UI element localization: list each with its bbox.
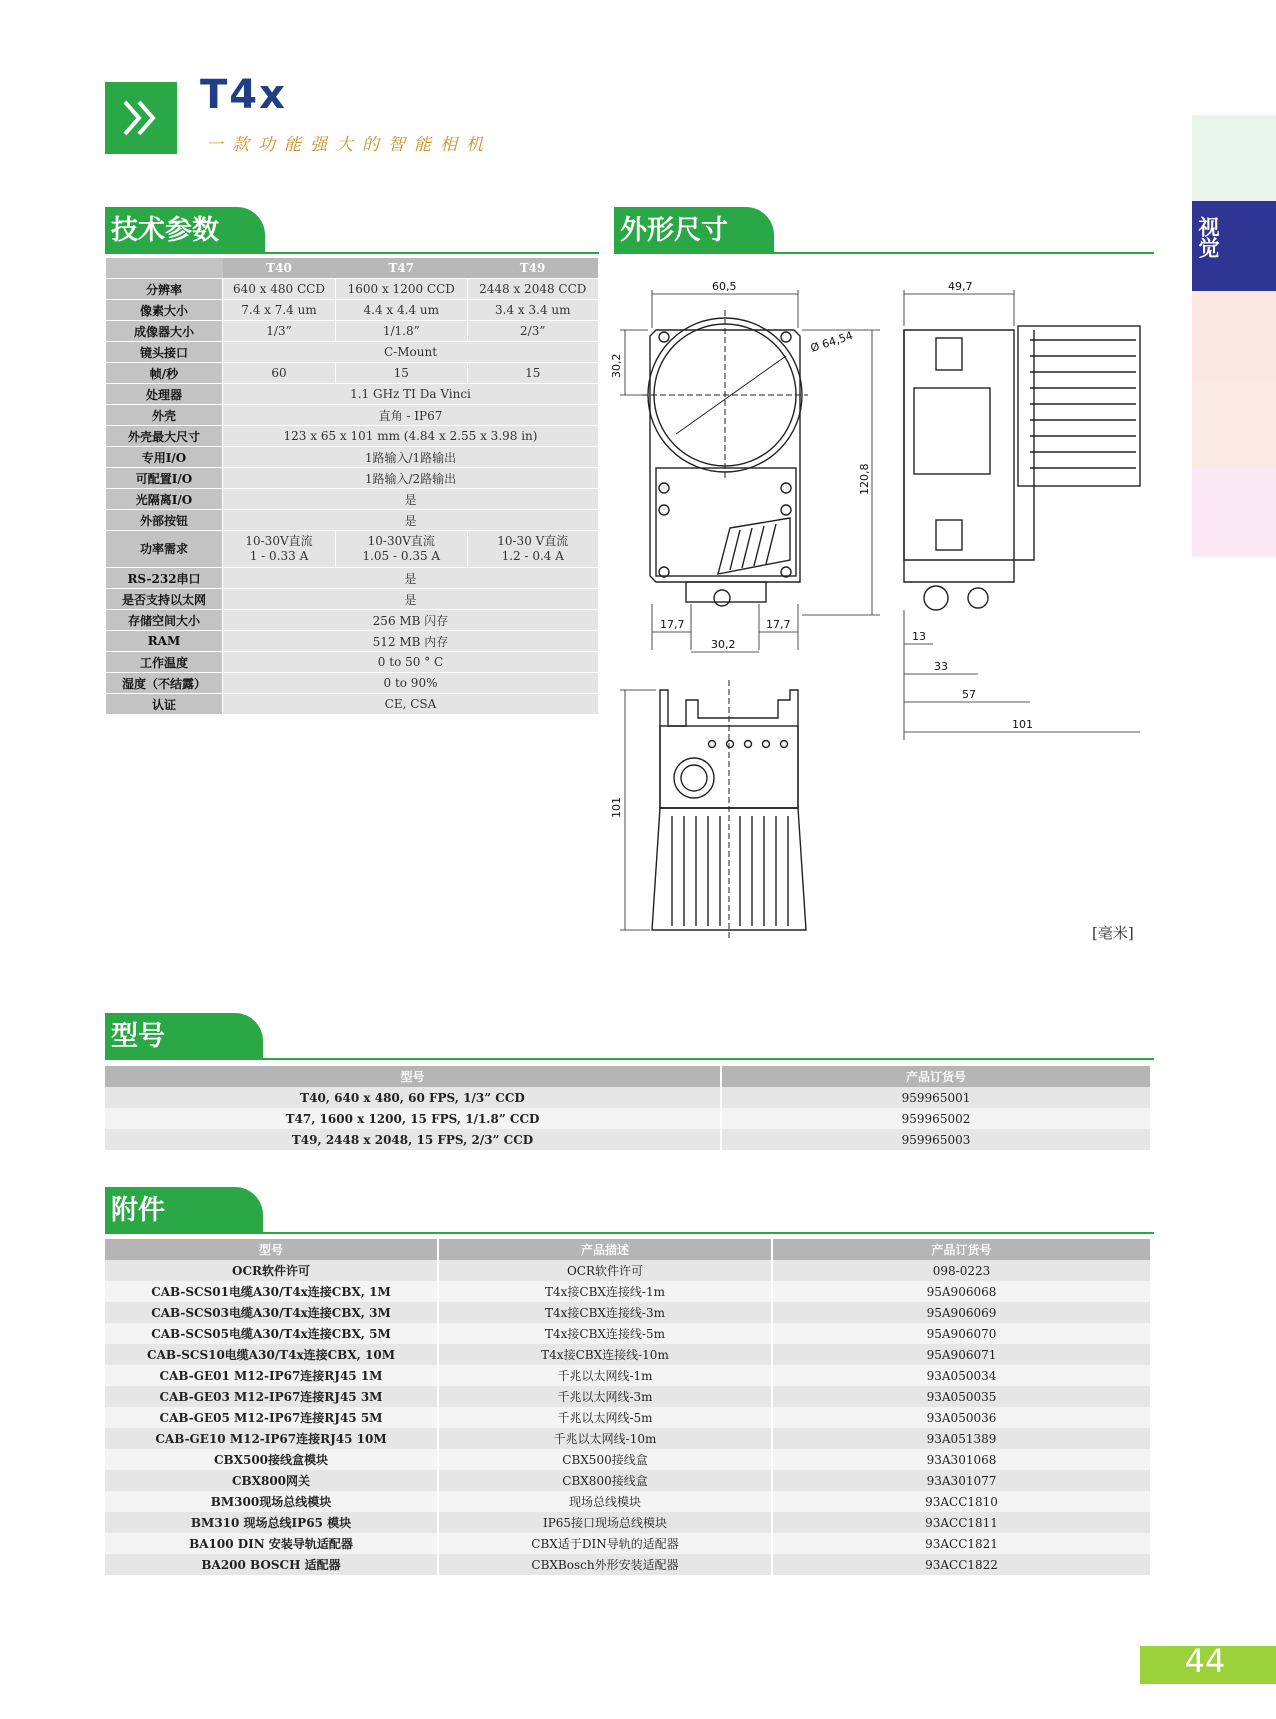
col-header: 产品描述 [438,1239,772,1260]
table-row: CAB-GE03 M12-IP67连接RJ45 3M 千兆以太网线-3m 93A050035 [105,1386,1150,1407]
spec-header-row [106,258,598,279]
page-number: 44 [1184,1642,1226,1680]
spec-row: 外壳最大尺寸 123 x 65 x 101 mm (4.84 x 2.55 x 3.98 in) [106,426,598,447]
spec-row: 外部按钮 是 [106,510,598,531]
spec-row: 是否支持以太网 是 [106,589,598,610]
table-row: CAB-SCS05电缆A30/T4x连接CBX, 5M T4x接CBX连接线-5m 95A906070 [105,1323,1150,1344]
spec-row: RAM 512 MB 内存 [106,631,598,652]
dim-side-33: 33 [934,660,948,673]
table-row: T47, 1600 x 1200, 15 FPS, 1/1.8” CCD 959965002 [105,1108,1150,1129]
table-row: BA200 BOSCH 适配器 CBXBosch外形安装适配器 93ACC1822 [105,1554,1150,1575]
unit-label: [毫米] [1092,924,1134,942]
section-accessories [105,1187,1154,1233]
spec-col-header: T47 [336,258,468,279]
spec-row: 像素大小 7.4 x 7.4 um 4.4 x 4.4 um 3.4 x 3.4 um [106,300,598,321]
table-row: BM300现场总线模块 现场总线模块 93ACC1810 [105,1491,1150,1512]
table-row: BA100 DIN 安装导轨适配器 CBX适于DIN导轨的适配器 93ACC1821 [105,1533,1150,1554]
dimension-drawing [606,280,1156,940]
table-row: CAB-GE05 M12-IP67连接RJ45 5M 千兆以太网线-5m 93A050036 [105,1407,1150,1428]
side-tab-3 [1192,291,1276,379]
spec-row: 光隔离I/O 是 [106,489,598,510]
dim-lens-diameter: Ø 64,54 [808,328,855,355]
side-tab-4 [1192,379,1276,467]
dim-side-101: 101 [1012,718,1033,731]
spec-row: 处理器 1.1 GHz TI Da Vinci [106,384,598,405]
dim-bottom-center: 30,2 [711,638,736,651]
table-row: CAB-SCS03电缆A30/T4x连接CBX, 3M T4x接CBX连接线-3m 95A906069 [105,1302,1150,1323]
table-row: CAB-SCS10电缆A30/T4x连接CBX, 10M T4x接CBX连接线-10m 95A906071 [105,1344,1150,1365]
section-title: 技术参数 [105,207,265,253]
dim-side-width: 49,7 [948,280,973,293]
dim-height: 120,8 [858,463,871,495]
spec-row: 镜头接口 C-Mount [106,342,598,363]
table-row: CAB-GE01 M12-IP67连接RJ45 1M 千兆以太网线-1m 93A050034 [105,1365,1150,1386]
spec-row: 认证 CE, CSA [106,694,598,715]
page-subtitle: 一款功能强大的智能相机 [206,135,492,155]
section-specs [105,207,599,253]
section-dimensions [614,207,1154,253]
col-header: 型号 [105,1066,721,1087]
section-rule [105,1058,1154,1060]
table-row: T40, 640 x 480, 60 FPS, 1/3” CCD 959965001 [105,1087,1150,1108]
dim-bottom-right: 17,7 [766,618,791,631]
table-row: BM310 现场总线IP65 模块 IP65接口现场总线模块 93ACC1811 [105,1512,1150,1533]
table-row: T49, 2448 x 2048, 15 FPS, 2/3” CCD 959965003 [105,1129,1150,1150]
accessories-table [105,1239,1150,1575]
models-table [105,1066,1150,1150]
table-row: CBX800网关 CBX800接线盒 93A301077 [105,1470,1150,1491]
table-row: CBX500接线盒模块 CBX500接线盒 93A301068 [105,1449,1150,1470]
spec-row: 存储空间大小 256 MB 闪存 [106,610,598,631]
page-title: T4x [200,72,287,118]
section-title: 外形尺寸 [614,207,774,253]
dim-side-13: 13 [912,630,926,643]
spec-row: 湿度（不结露） 0 to 90% [106,673,598,694]
logo-badge [105,82,177,154]
spec-row: 功率需求 10-30V直流 1 - 0.33 A 10-30V直流 1.05 - 0.35 A 10-30 V直流 1.2 - 0.4 A [106,531,598,568]
section-rule [614,252,1154,254]
spec-row: 外壳 直角 - IP67 [106,405,598,426]
spec-row: 工作温度 0 to 50 ° C [106,652,598,673]
dim-front-width: 60,5 [712,280,737,293]
table-row: CAB-GE10 M12-IP67连接RJ45 10M 千兆以太网线-10m 93A051389 [105,1428,1150,1449]
col-header: 型号 [105,1239,438,1260]
spec-table [106,258,598,715]
spec-row: 分辨率 640 x 480 CCD 1600 x 1200 CCD 2448 x 2048 CCD [106,279,598,300]
dim-side-57: 57 [962,688,976,701]
spec-row: RS-232串口 是 [106,568,598,589]
dim-top-offset: 30,2 [610,353,623,378]
table-header-row [105,1066,1150,1087]
table-row: CAB-SCS01电缆A30/T4x连接CBX, 1M T4x接CBX连接线-1m 95A906068 [105,1281,1150,1302]
spec-col-header: T49 [467,258,598,279]
col-header: 产品订货号 [721,1066,1150,1087]
section-models [105,1013,1154,1059]
dim-bottom-left: 17,7 [660,618,685,631]
spec-col-header: T40 [223,258,336,279]
section-title: 附件 [105,1187,263,1233]
side-tab-label: 视觉 [1196,216,1220,258]
double-chevron-icon [119,96,163,140]
side-tab-1 [1192,115,1276,201]
back-view [620,680,806,940]
table-header-row [105,1239,1150,1260]
spec-row: 专用I/O 1路输入/1路输出 [106,447,598,468]
spec-row: 成像器大小 1/3” 1/1.8” 2/3” [106,321,598,342]
section-rule [105,1232,1154,1234]
side-tab-5 [1192,467,1276,557]
section-title: 型号 [105,1013,263,1059]
col-header: 产品订货号 [772,1239,1150,1260]
table-row: OCR软件许可 OCR软件许可 098-0223 [105,1260,1150,1281]
spec-row: 帧/秒 60 15 15 [106,363,598,384]
dim-back-height: 101 [610,797,623,818]
section-rule [105,252,599,254]
spec-row: 可配置I/O 1路输入/2路输出 [106,468,598,489]
